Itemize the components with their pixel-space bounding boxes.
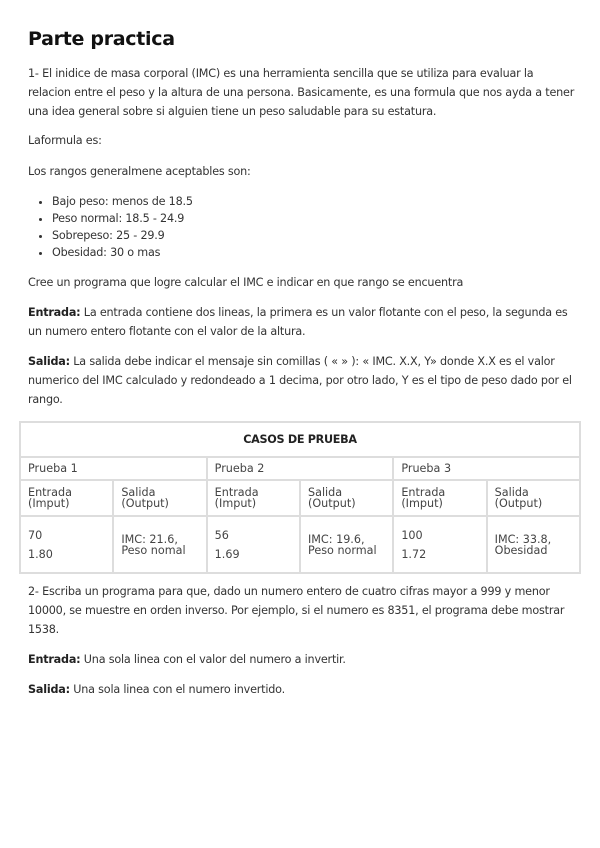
list-item: • Obesidad: 30 o mas xyxy=(52,244,576,261)
output-cell: IMC: 19.6, Peso normal xyxy=(300,516,393,573)
input-weight: 70 xyxy=(28,528,43,542)
task-1: Cree un programa que logre calcular el IMC e indicar en que rango se encuentra xyxy=(28,276,464,289)
test-name: Prueba 1 xyxy=(20,457,207,480)
salida-label: Salida: xyxy=(28,355,70,368)
list-item: • Bajo peso: menos de 18.5 xyxy=(52,193,576,210)
test-name: Prueba 3 xyxy=(393,457,580,480)
exercise-2-paragraph: 2- Escriba un programa para que, dado un numero entero de cuatro cifras mayor a 999 y menor 10000, se muestre en orden inverso. Por ejemplo, si el numero es 8351, el programa debe mostrar 1538. xyxy=(28,585,565,636)
ranges-list xyxy=(28,193,576,261)
list-item: • Peso normal: 18.5 - 24.9 xyxy=(52,210,576,227)
entrada-text: La entrada contiene dos lineas, la primera es un valor flotante con el peso, la segunda es un numero entero flotante con el valor de la altura. xyxy=(28,306,568,338)
salida-1 xyxy=(28,352,576,409)
input-weight: 56 xyxy=(214,528,229,542)
input-cell xyxy=(207,516,300,573)
test-name: Prueba 2 xyxy=(207,457,394,480)
input-header: Entrada (Imput) xyxy=(393,480,486,516)
input-height: 1.72 xyxy=(401,547,427,561)
input-header: Entrada (Imput) xyxy=(20,480,113,516)
entrada-1 xyxy=(28,303,576,341)
output-header: Salida (Output) xyxy=(113,480,206,516)
intro-paragraph: 1- El inidice de masa corporal (IMC) es una herramienta sencilla que se utiliza para evaluar la relacion entre el peso y la altura de una persona. Basicamente, es una formula que nos ayda a tener una idea general sobre si alguien tiene un peso saludable para su estatura. xyxy=(28,67,575,118)
page-title: Parte practica xyxy=(28,28,175,50)
entrada-text: Una sola linea con el valor del numero a invertir. xyxy=(80,653,346,666)
entrada-label: Entrada: xyxy=(28,653,81,666)
output-cell: IMC: 33.8, Obesidad xyxy=(487,516,580,573)
test-cases-table xyxy=(19,421,581,574)
formula-label: Laformula es: xyxy=(28,134,102,147)
input-header: Entrada (Imput) xyxy=(207,480,300,516)
list-item: • Sobrepeso: 25 - 29.9 xyxy=(52,227,576,244)
output-header: Salida (Output) xyxy=(300,480,393,516)
output-header: Salida (Output) xyxy=(487,480,580,516)
table-title: CASOS DE PRUEBA xyxy=(20,422,580,457)
entrada-2 xyxy=(28,650,576,669)
input-height: 1.69 xyxy=(214,547,240,561)
salida-label: Salida: xyxy=(28,683,70,696)
input-height: 1.80 xyxy=(28,547,53,561)
input-cell xyxy=(393,516,486,573)
entrada-label: Entrada: xyxy=(28,306,81,319)
output-cell: IMC: 21.6, Peso nomal xyxy=(113,516,206,573)
salida-text: Una sola linea con el numero invertido. xyxy=(69,683,285,696)
ranges-list-wrap xyxy=(28,193,576,261)
ranges-intro: Los rangos generalmene aceptables son: xyxy=(28,165,251,178)
input-cell xyxy=(20,516,113,573)
input-weight: 100 xyxy=(401,528,423,542)
salida-2 xyxy=(28,680,576,699)
salida-text: La salida debe indicar el mensaje sin comillas ( « » ): « IMC. X.X, Y» donde X.X es el valor numerico del IMC calculado y redondeado a 1 decima, por otro lado, Y es el tipo de peso dado por el rango. xyxy=(28,355,572,406)
